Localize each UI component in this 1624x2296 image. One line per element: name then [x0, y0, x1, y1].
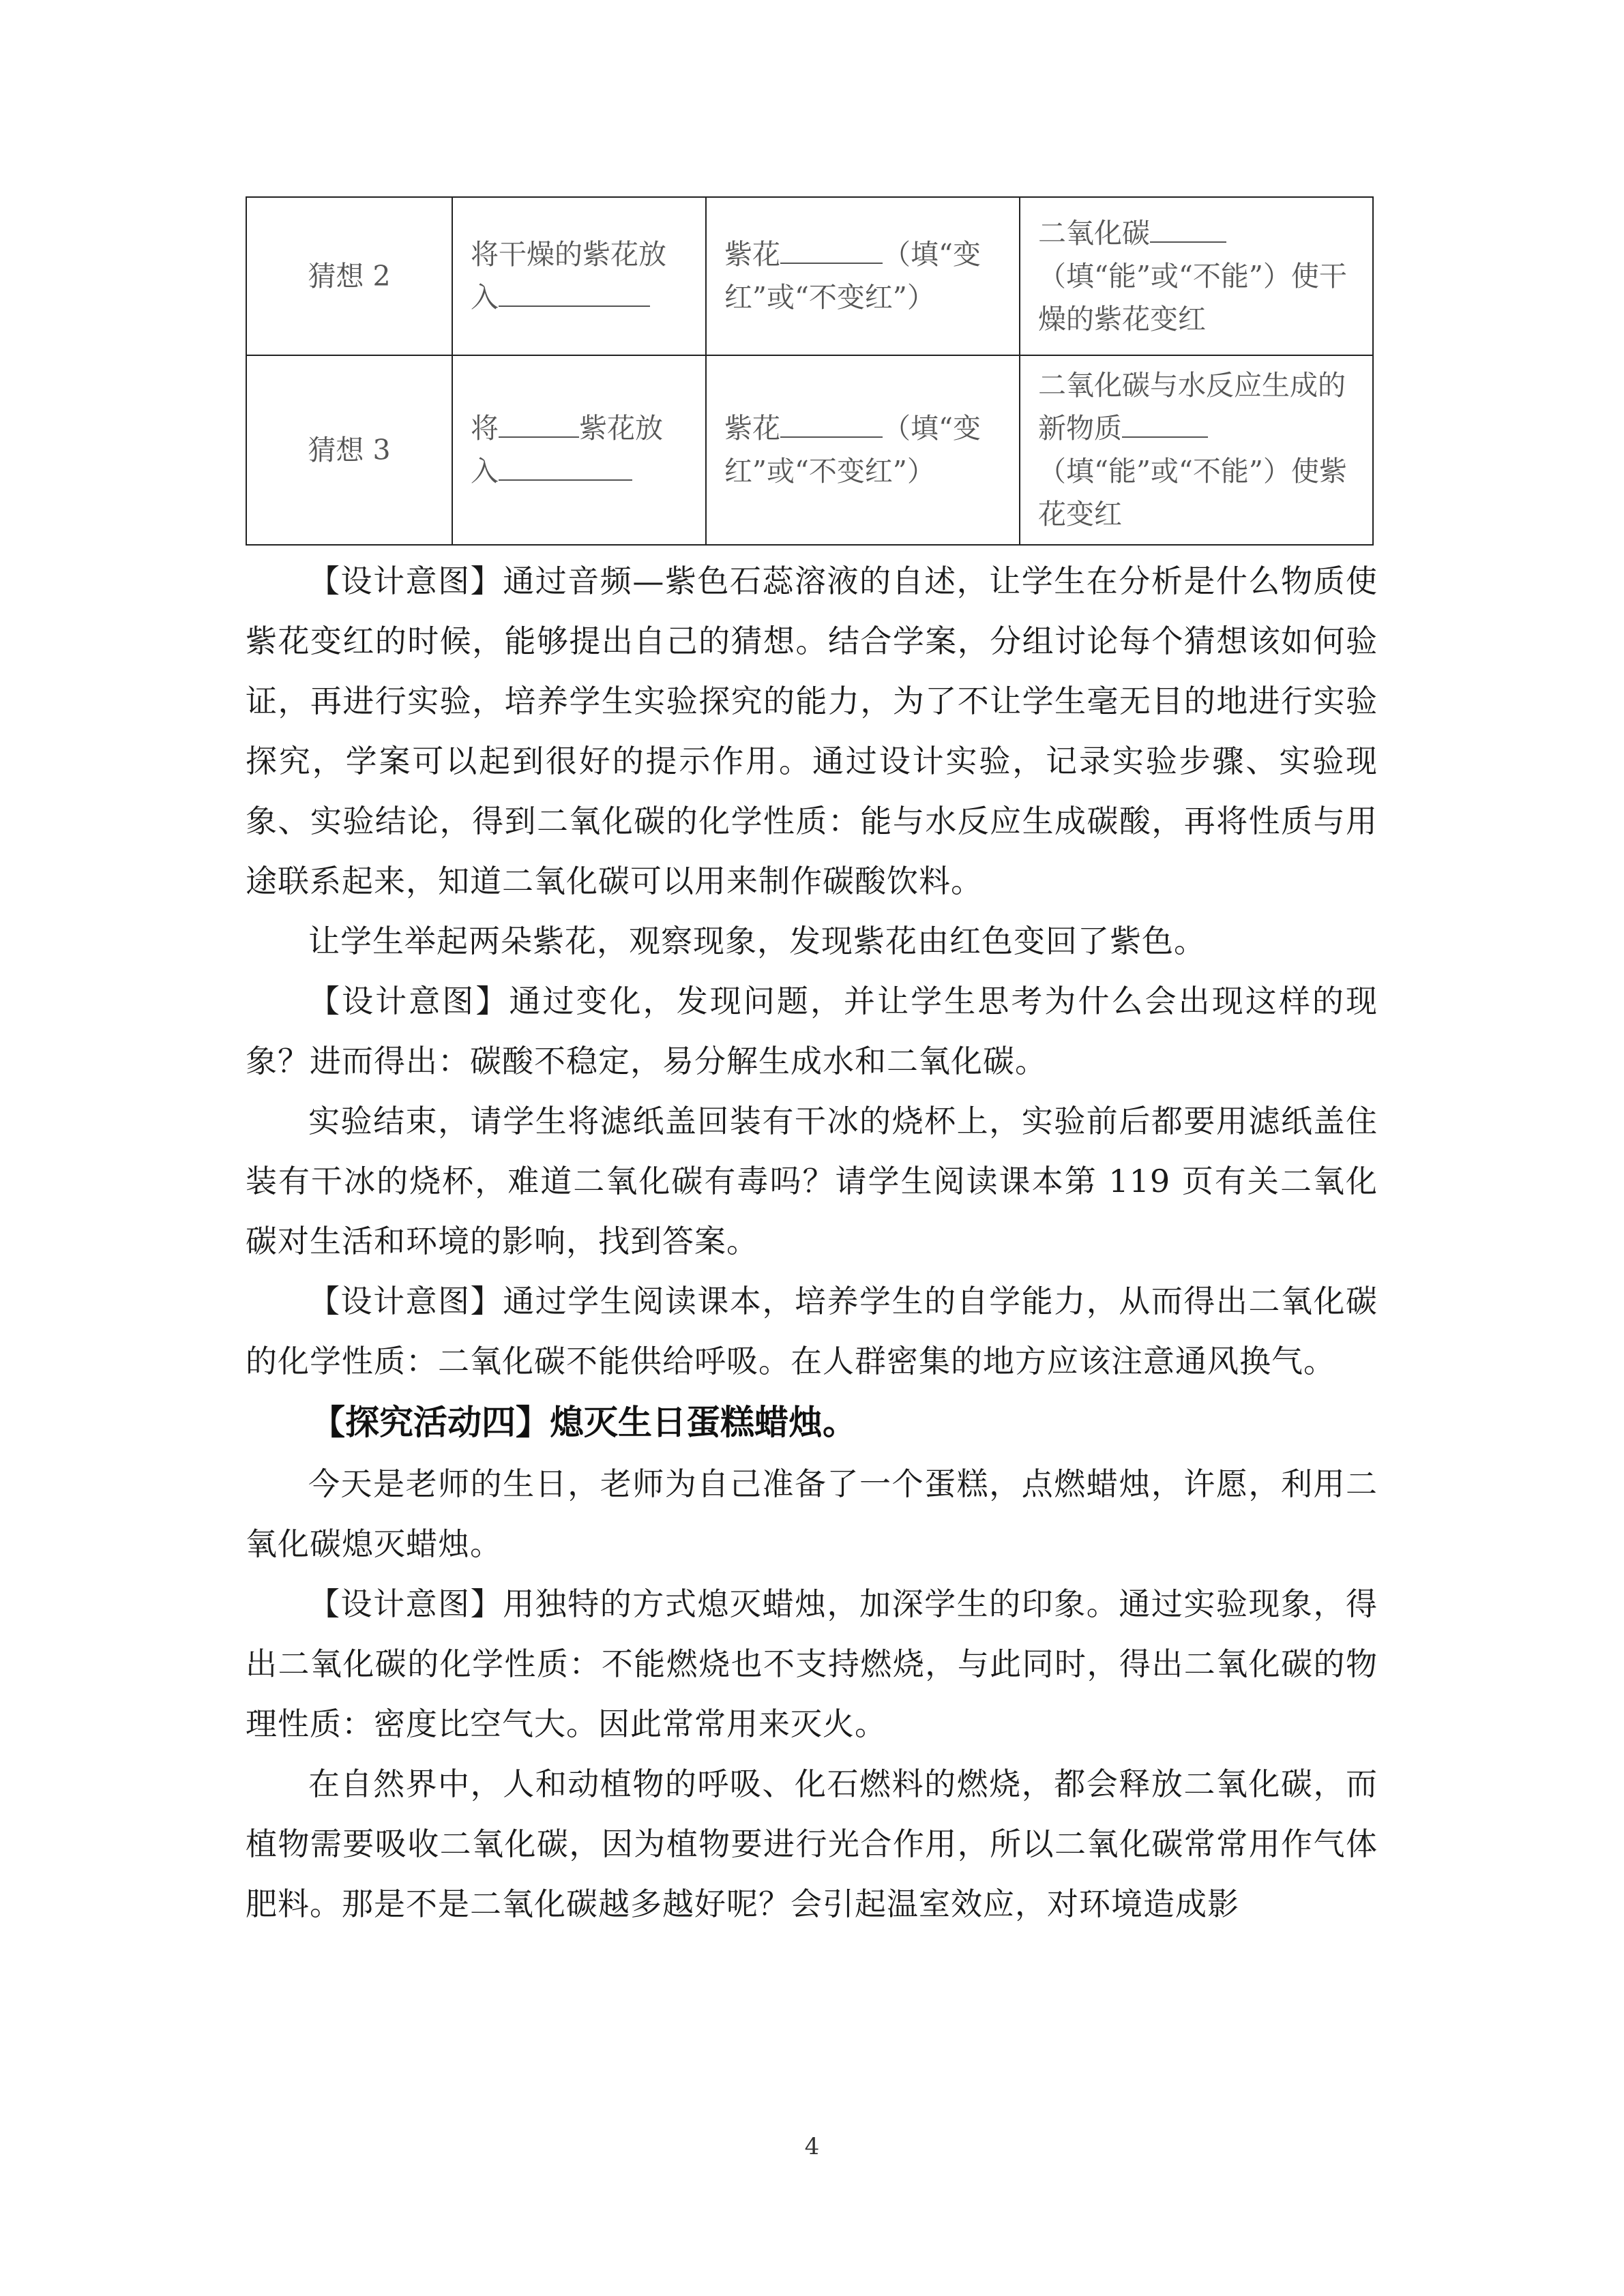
- step-text: 将干燥的紫花放入: [471, 238, 666, 314]
- phenomenon-hint: （填“变红”或“不变红”）: [724, 238, 981, 314]
- phenomenon-cell: [706, 355, 1020, 545]
- step-text: 紫花放入: [471, 412, 663, 488]
- body-text: [246, 551, 1378, 1934]
- phenomenon-text: 紫花: [724, 238, 780, 271]
- table-row: [246, 355, 1373, 545]
- fill-blank: [780, 235, 883, 264]
- paragraph-observation: 让学生举起两朵紫花，观察现象，发现紫花由红色变回了紫色。: [308, 923, 1206, 959]
- conclusion-text: 二氧化碳: [1038, 216, 1150, 250]
- page-number: 4: [804, 2133, 820, 2160]
- experiment-table: [246, 196, 1374, 546]
- phenomenon-cell: [706, 197, 1020, 355]
- conclusion-hint: （填“能”或“不能”）使紫花变红: [1038, 455, 1347, 531]
- fill-blank: [499, 409, 579, 438]
- table-row: [246, 197, 1373, 355]
- guess-label: 猜想 2: [246, 197, 452, 355]
- conclusion-text: 二氧化碳与水反应生成的新物质: [1038, 369, 1346, 445]
- paragraph-design-intent-2: 【设计意图】通过变化，发现问题，并让学生思考为什么会出现这样的现象？进而得出：碳酸不稳定，易分解生成水和二氧化碳。: [246, 983, 1378, 1079]
- step-text: 将: [471, 412, 499, 445]
- conclusion-cell: [1020, 355, 1373, 545]
- section-heading: 【探究活动四】熄灭生日蛋糕蜡烛。: [311, 1403, 857, 1442]
- guess-label: 猜想 3: [246, 355, 452, 545]
- paragraph-design-intent-1: 【设计意图】通过音频—紫色石蕊溶液的自述，让学生在分析是什么物质使紫花变红的时候，能够提出自己的猜想。结合学案，分组讨论每个猜想该如何验证，再进行实验，培养学生实验探究的能力，为了不让学生毫无目的地进行实验探究，学案可以起到很好的提示作用。通过设计实验，记录实验步骤、实验现象、实验结论，得到二氧化碳的化学性质：能与水反应生成碳酸，再将性质与用途联系起来，知道二氧化碳可以用来制作碳酸饮料。: [246, 563, 1378, 899]
- conclusion-cell: [1020, 197, 1373, 355]
- conclusion-hint: （填“能”或“不能”）使干燥的紫花变红: [1038, 259, 1347, 336]
- experiment-step-cell: [452, 355, 706, 545]
- fill-blank: [1150, 214, 1226, 243]
- phenomenon-hint: （填“变红”或“不变红”）: [724, 412, 981, 488]
- paragraph-experiment-end: 实验结束，请学生将滤纸盖回装有干冰的烧杯上，实验前后都要用滤纸盖住装有干冰的烧杯，难道二氧化碳有毒吗？请学生阅读课本第 119 页有关二氧化碳对生活和环境的影响，找到答案。: [246, 1103, 1378, 1259]
- paragraph-design-intent-3: 【设计意图】通过学生阅读课本，培养学生的自学能力，从而得出二氧化碳的化学性质：二氧化碳不能供给呼吸。在人群密集的地方应该注意通风换气。: [246, 1283, 1378, 1380]
- phenomenon-text: 紫花: [724, 412, 780, 445]
- fill-blank: [499, 452, 632, 481]
- experiment-step-cell: [452, 197, 706, 355]
- paragraph-nature: 在自然界中，人和动植物的呼吸、化石燃料的燃烧，都会释放二氧化碳，而植物需要吸收二氧化碳，因为植物要进行光合作用，所以二氧化碳常常用作气体肥料。那是不是二氧化碳越多越好呢？会引起温室效应，对环境造成影: [246, 1765, 1378, 1922]
- fill-blank: [780, 409, 883, 438]
- fill-blank: [499, 278, 650, 307]
- paragraph-birthday: 今天是老师的生日，老师为自己准备了一个蛋糕，点燃蜡烛，许愿，利用二氧化碳熄灭蜡烛。: [246, 1465, 1378, 1562]
- paragraph-design-intent-4: 【设计意图】用独特的方式熄灭蜡烛，加深学生的印象。通过实验现象，得出二氧化碳的化学性质：不能燃烧也不支持燃烧，与此同时，得出二氧化碳的物理性质：密度比空气大。因此常常用来灭火。: [246, 1585, 1378, 1742]
- fill-blank: [1122, 409, 1208, 438]
